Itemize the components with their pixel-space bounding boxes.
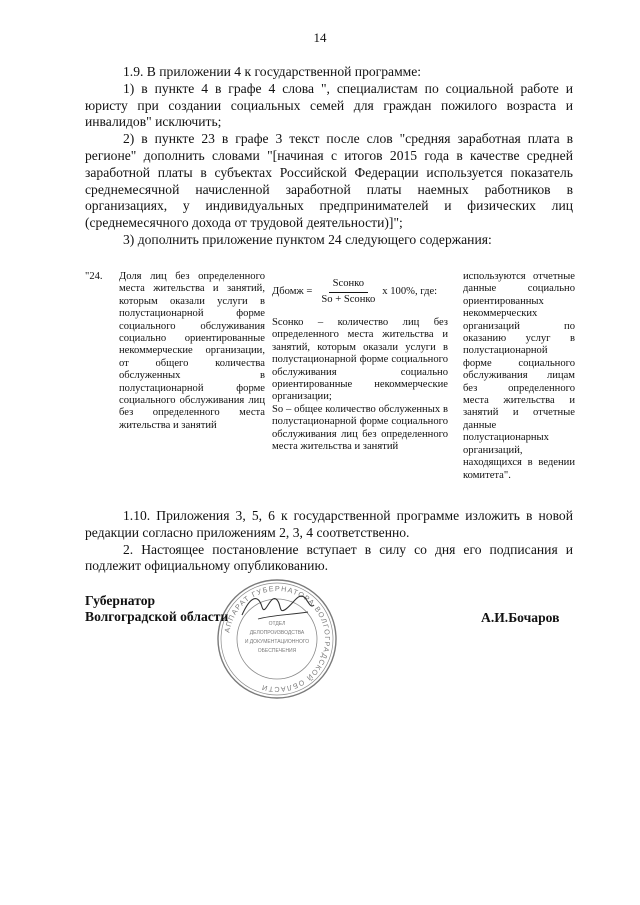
formula-numerator: Sсонко	[329, 278, 368, 292]
seal-center-line-4: ОБЕСПЕЧЕНИЯ	[257, 648, 297, 654]
paragraph-1-10: 1.10. Приложения 3, 5, 6 к государственной программе изложить в новой редакции согласно приложениям 2, 3, 4 соответственно.	[85, 508, 573, 540]
row-number: "24.	[85, 271, 103, 282]
definition-sonko: Sсонко – количество лиц без определенного места жительства и занятий, которым оказали услуги в полустационарной форме социального обслуживания социально ориентированные некоммерческие организации;	[272, 317, 448, 403]
page-number: 14	[313, 30, 327, 45]
paragraph-2: 2. Настоящее постановление вступает в силу со дня его подписания и подлежит официальному опубликованию.	[85, 541, 573, 574]
data-source: используются отчетные данные социально ориентированных некоммерческих организаций по оказанию услуг в полустационарной форме социального обслуживания лицам без определенного места жительства и занятий и отчетные данные полустационарных организаций, находящихся в ведении комитета".	[463, 271, 575, 481]
handwritten-signature-icon	[238, 585, 318, 625]
paragraph-item-1: 1) в пункте 4 в графе 4 слова ", специалистам по социальной работе и юристу при создании социальных семей для граждан пожилого возраста и инвалидов" исключить;	[85, 80, 573, 130]
paragraph-item-2: 2) в пункте 23 в графе 3 текст после слов "средняя заработная плата в регионе" дополнить словами "[начиная с итогов 2015 года в качестве средней заработной платы в субъектах Российской Федерации используется показатель среднемесячной начисленной заработной платы наемных работников в организациях, у индивидуальных предпринимателей и физических лиц (среднемесячного дохода от трудовой деятельности)]";	[85, 131, 573, 231]
closing-text	[85, 508, 573, 575]
indicator-table	[85, 271, 580, 493]
indicator-name: Доля лиц без определенного места жительства и занятий, которым оказали услуги в полустационарной форме социального обслуживания социально ориентированные некоммерческие организации, от общего количества обслуженных в полустационарной форме социального обслуживания лиц без определенного места жительства и занятий	[119, 271, 265, 431]
paragraph-1-9: 1.9. В приложении 4 к государственной программе:	[123, 64, 422, 79]
formula-lhs: Дбомж =	[272, 285, 313, 297]
paragraph-item-3: 3) дополнить приложение пунктом 24 следующего содержания:	[123, 231, 492, 247]
amendment-text	[85, 64, 573, 249]
seal-center-line-2: ДЕЛОПРОИЗВОДСТВА	[249, 630, 305, 636]
definition-so: So – общее количество обслуженных в полустационарной форме социального обслуживания лиц без определенного места жительства и занятий	[272, 403, 448, 453]
signatory-name: А.И.Бочаров	[481, 610, 560, 625]
signatory-title-line-1: Губернатор	[85, 593, 156, 608]
formula-denominator: So + Sсонко	[321, 293, 376, 305]
calculation-method	[272, 271, 448, 453]
seal-ring-text: АППАРАТ ГУБЕРНАТОРА ВОЛГОГРАДСКОЙ ОБЛАСТИ	[222, 583, 333, 695]
signatory-title-line-2: Волгоградской области	[85, 609, 229, 624]
formula-fraction	[317, 278, 379, 306]
formula	[272, 271, 448, 313]
seal-center-line-3: И ДОКУМЕНТАЦИОННОГО	[244, 639, 310, 645]
signatory-title	[85, 593, 228, 625]
seal-center-line-1: ОТДЕЛ	[268, 621, 286, 627]
formula-rhs: x 100%, где:	[382, 285, 438, 297]
